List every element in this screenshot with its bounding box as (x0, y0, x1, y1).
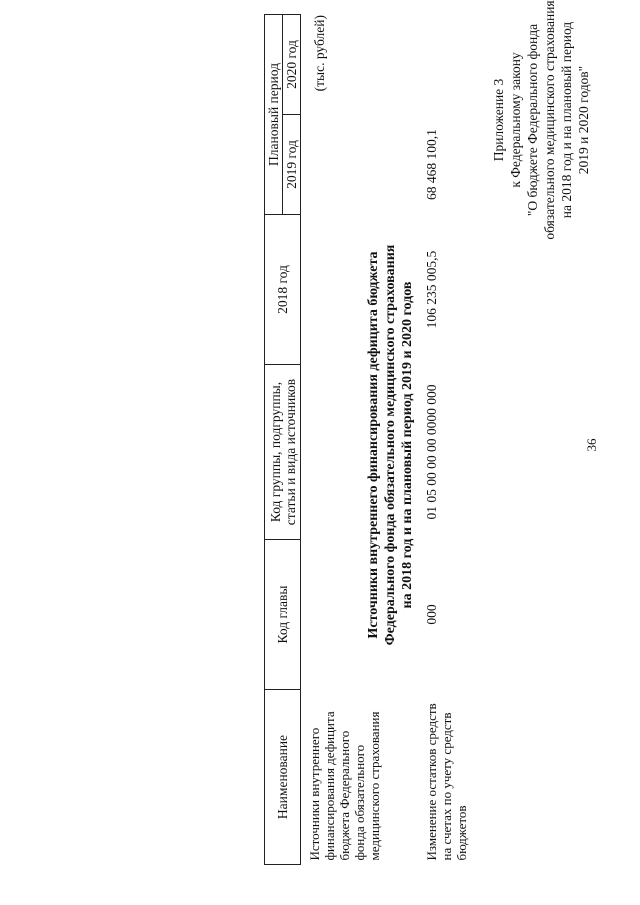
row-value-2018: 106 235 005,5 (424, 250, 439, 329)
table-header-row (265, 14, 283, 864)
table-row (418, 14, 469, 864)
row-value-2019: 68 468 100,1 (424, 129, 439, 200)
title-line: Федерального фонда обязательного медицинского страхования (383, 244, 398, 646)
header-2018: 2018 год (265, 215, 301, 365)
header-plan-period: Плановый период (265, 14, 283, 214)
row-chapter-code (301, 540, 383, 690)
appendix-line: обязательного медицинского страхования (542, 0, 557, 240)
title-line: Источники внутреннего финансирования дефицита бюджета (366, 251, 381, 639)
header-2019: 2019 год (283, 115, 301, 215)
row-group-code (301, 365, 383, 540)
row-name: Изменение остатков средств на счетах по учету средств бюджетов (424, 703, 469, 861)
title-line: на 2018 год и на плановый период 2019 и 2020 годов (400, 281, 415, 609)
row-chapter-code: 000 (424, 604, 439, 625)
row-value-2019 (301, 115, 383, 215)
units-note: (тыс. рублей) (312, 15, 327, 92)
row-value-2018 (301, 215, 383, 365)
appendix-line: Приложение 3 (491, 78, 506, 162)
header-name: Наименование (265, 690, 301, 865)
header-group-code: Код группы, подгруппы, статьи и вида источников (265, 365, 301, 540)
appendix-line: на 2018 год и на плановый период (559, 21, 574, 219)
appendix-line: "О бюджете Федерального фонда (525, 23, 540, 217)
row-group-code: 01 05 00 00 00 0000 000 (424, 384, 439, 520)
row-value-2020 (418, 14, 469, 114)
appendix-line: к Федеральному закону (508, 52, 523, 188)
header-chapter-code: Код главы (265, 540, 301, 690)
header-2020: 2020 год (283, 14, 301, 114)
appendix-line: 2019 и 2020 годов" (576, 65, 591, 175)
row-value-2020 (301, 14, 383, 114)
financing-table (264, 14, 469, 865)
appendix-header (490, 0, 592, 245)
table-row (301, 14, 383, 864)
row-name: Источники внутреннего финансирования дефицита бюджета Федерального фонда обязательного медицинского страхования (307, 711, 382, 861)
page-number: 36 (584, 438, 599, 452)
row-spacer (382, 14, 418, 864)
